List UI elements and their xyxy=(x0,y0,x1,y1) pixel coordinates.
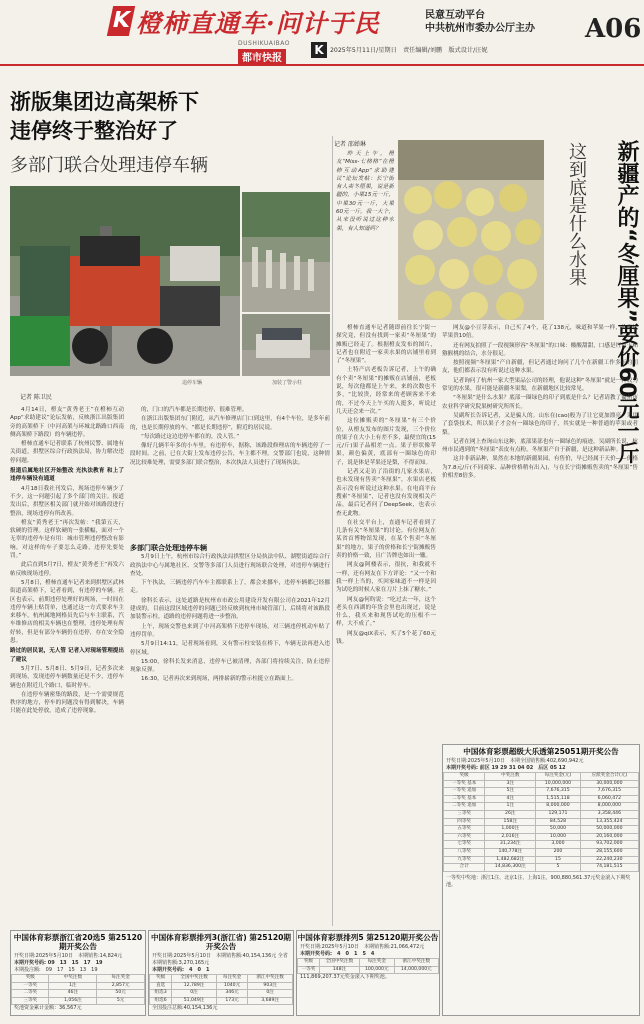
cell: 20,160,000 xyxy=(580,833,638,841)
body-paragraph: 5月9日14:11，记者现场看到，又有警示柱安装在桥下，车辆无法再进入违停区域。 xyxy=(130,641,330,656)
body-paragraph: “冬厘果”是什么水果？底部一圈绿色的印子到底是什么？记者请教了衢州市农业科学研究院果树研究所所长。 xyxy=(442,395,638,410)
cell: 1,000注 xyxy=(485,826,536,834)
table-row xyxy=(444,864,639,872)
cell: 1注 xyxy=(49,982,97,990)
pillars-photo xyxy=(242,192,330,312)
table-header: 浙江中奖注数 xyxy=(248,975,293,983)
lottery-zj20x5 xyxy=(10,930,146,1016)
cell: 三等奖 xyxy=(444,810,485,818)
paper-name: 都市快报 xyxy=(238,49,286,64)
cell: 5元 xyxy=(97,997,145,1005)
lead-paragraph: 4月14日，橙友“黄秀老王”在橙柿互动App“求助建议”论坛发帖，反映浙江出版集团旁的高架桥下（中河高架与环城北路路口西南侧高架桥下路段）的车辆违停。 xyxy=(10,407,124,438)
cell: 二等奖 追加 xyxy=(444,803,485,811)
caption-pillars: 加装了警示柱 xyxy=(272,380,303,386)
body-paragraph: 像好几辆半年多的小车里，有违停车，据称，该路段修理店的车辆违停了一段时间。之前，已在大街上发布违停公告，车主都不理。交警部门也说，这种情况比较难处理，需要多部门联合整治，本次执法人员进行了现场执法。 xyxy=(130,443,330,466)
cell: 14,836,300注 xyxy=(485,864,536,872)
body-paragraph: 昨天上午，橙友“Miss-七格格”在橙柿互动App“求助建议”论坛发帖：长宁街有人卖冬厘果，说是新疆的，小果15元一斤，中果30元一斤，大果60元一斤，我一大个，从来没听说过这种水果，有人知道吗？ xyxy=(336,151,394,232)
table-row xyxy=(444,818,639,826)
subheading-1: 报道后属地社区开始整改 光执法教育 和上了违停车辆设有通道 xyxy=(10,468,124,483)
cell: 0注 xyxy=(248,990,293,998)
lottery-footnote: 全国投注总额:40,154,136元 xyxy=(152,1005,218,1012)
body-paragraph: 网友@qiX表示，买了5个花了60元钱。 xyxy=(336,630,436,645)
cell: 一等奖 xyxy=(12,982,49,990)
body-paragraph: 5月8日，橙柿直通车记者来到拱墅区武林街道高架桥下，记者看到，有违停的车辆。社区也表示，前期违停处理好的现场，一时间在违停车辆上贴罚单，也通过这一方式要求车主来移车，杭州属地网格员先后与车主联系，汽车维修店的相关车辆也在整理，违停处理有所好转，但是有部分车辆仍在违停，存在安全隐患。 xyxy=(10,579,124,645)
table-row xyxy=(444,848,639,856)
story1-column-3 xyxy=(130,542,330,926)
cell: 4注 xyxy=(485,795,536,803)
cell: 13,355,424 xyxy=(580,818,638,826)
k-logo-icon: K xyxy=(311,42,327,58)
table-row xyxy=(444,788,639,796)
cell: 84,528 xyxy=(536,818,580,826)
body-paragraph: 记者又走访了沿街的几家水果店，也未发现有售卖“冬厘果”，水果店老板表示没有听说过这种水果。在电商平台搜索“冬厘果”，记者也没有发现相关产品，最后记者问了DeepSeek，也表示查无此物。 xyxy=(336,469,436,517)
story2-column-3 xyxy=(442,324,638,742)
table-row xyxy=(298,966,439,974)
lottery-title: 中国体育彩票排列5 第25120期开奖公告 xyxy=(297,933,439,942)
cell: 51,049注 xyxy=(172,997,217,1005)
forklift-photo xyxy=(10,186,240,376)
story2-column-2 xyxy=(336,324,436,930)
cell: 六等奖 xyxy=(444,833,485,841)
cell: 26注 xyxy=(485,810,536,818)
body-paragraph: 4月18日我社刊发后，现场违停车辆少了不少，这一问题引起了多个部门的关注。报道发出后，拱墅区相关部门就开始对该路段进行整治，现场违停有所改善。 xyxy=(10,485,124,517)
cell: 3,358,446 xyxy=(580,810,638,818)
cell: 7,676,315 xyxy=(580,788,638,796)
body-paragraph: 5月9日上午，杭州市综合行政执法局拱墅区分局执法中队、湖墅街道综合行政执法中心与属地社区、交警等多部门人员进行现场联合处理，对违停车辆进行查处。 xyxy=(130,554,330,577)
table-row xyxy=(444,833,639,841)
cell: 50,000,000 xyxy=(580,826,638,834)
cell: 93,702,000 xyxy=(580,841,638,849)
cell: 46注 xyxy=(49,990,97,998)
lottery-table xyxy=(11,974,145,1005)
lottery-line: 开奖日期:2025年5月10日 本期全国销售额:402,690,942元 xyxy=(446,758,584,764)
lottery-title: 中国体育彩票排列3(浙江省) 第25120期开奖公告 xyxy=(150,933,291,951)
body-paragraph: 下午执法，三辆违停汽车车主都联系上了，都会来挪车，违停车辆都已经挪走。 xyxy=(130,580,330,595)
cell: 22,240,230 xyxy=(580,856,638,864)
cell: 346元 xyxy=(216,990,247,998)
cell: 二等奖 基本 xyxy=(444,795,485,803)
platform-line2: 中共杭州市委办公厅主办 xyxy=(425,23,535,34)
caption-violations: 违停车辆 xyxy=(182,380,203,386)
section-title: 橙柿直通车·问计于民 xyxy=(136,9,380,38)
lottery-line: 本期开奖号码: 4 0 1 5 4 xyxy=(300,951,375,957)
platform-info xyxy=(425,9,535,35)
cell: 三等奖 xyxy=(12,997,49,1005)
subheading-3: 多部门联合处理违停车辆 xyxy=(130,544,207,552)
table-header: 每注奖金 xyxy=(216,975,247,983)
table-row xyxy=(12,982,145,990)
table-row xyxy=(444,780,639,788)
cell: 合计 xyxy=(444,864,485,872)
lead-paragraph-2: 橙柿直通车记者联系了杭州民警、属地有关街道，拱墅区综合行政执法局，协力解决违停问题。 xyxy=(10,441,124,464)
lottery-pl5 xyxy=(296,930,440,1016)
cell: 1,515,118 xyxy=(536,795,580,803)
cell: 一等奖 基本 xyxy=(444,780,485,788)
cell: 5 xyxy=(536,864,580,872)
lottery-line: 开奖日期:2025年5月10日 本期销售:14,824元 xyxy=(14,953,123,959)
cell: 10,000 xyxy=(536,833,580,841)
cell: 7,676,315 xyxy=(536,788,580,796)
cell: 903注 xyxy=(248,982,293,990)
body-paragraph: “每次路过这边违停车都在的，没人管。” xyxy=(141,433,240,440)
lottery-line: 本期开奖号码: 09 13 15 17 19 xyxy=(14,960,103,966)
body-paragraph: 记者询问了杭州一家大型果品公司的经理，他说这种“冬厘果”就是一种较为常见的水果，很可能是新疆冬果梨，在新疆地区比较常见。 xyxy=(442,377,638,393)
body-paragraph: 15:00，徐科长发来消息，违停车已被清理，各部门将持续关注，防止违停现象反弹。 xyxy=(130,658,330,674)
cell: 12,789注 xyxy=(172,982,217,990)
cell: 14,000,000元 xyxy=(394,966,438,974)
body-paragraph: 这并非新品种，果然在本地的新疆果园，有售价，早已经属于天价——价格为7.8元/斤(不同商家、品种价格稍有出入)，与在长宁街摊贩售卖的“冬厘果”售价相差8倍多。 xyxy=(442,456,638,480)
lottery-table xyxy=(149,974,293,1005)
cell: 148注 xyxy=(319,966,359,974)
body-paragraph: 橙柿直通车记者随即前往长宁街一探究竟，但没有找到一家卖“冬厘果”的摊贩已经走了。根据橙友发布的图片，记者也在附近一家卖水果的店铺里看到了“冬厘果”。 xyxy=(336,325,436,365)
table-header: 中奖注数 xyxy=(49,975,97,983)
masthead xyxy=(0,0,644,66)
cell: 3,000 xyxy=(536,841,580,849)
lottery-line: 开奖日期:2025年5月10日 本期销售额:40,154,136元 全省本期销售额:3,270,165元 xyxy=(152,953,288,966)
table-row xyxy=(444,856,639,864)
cell: 1,482,682注 xyxy=(485,856,536,864)
table-header: 应派奖金合计(元) xyxy=(580,773,638,781)
table-header: 全国中奖注数 xyxy=(319,959,359,967)
table-header: 每注奖金 xyxy=(97,975,145,983)
dateline: 2025年5月11日/星期日 责任编辑/刘鹏 版式设计/汪妮 xyxy=(330,47,488,54)
table-row xyxy=(444,826,639,834)
body-paragraph: 网友@何昀说：“吃过去一年，这个老头在西湖的年货会里也出现过，说是什么，我买来和现售试吃的压根不一样，大不成了。” xyxy=(336,596,436,628)
cell: 8,000,000 xyxy=(536,803,580,811)
story1-photos xyxy=(10,186,330,386)
table-row xyxy=(12,997,145,1005)
cell: 一等奖 追加 xyxy=(444,788,485,796)
cell: 八等奖 xyxy=(444,848,485,856)
story2-headline: 新疆产的“冬厘果”要价60元一斤 xyxy=(614,140,639,464)
lottery-table xyxy=(297,958,439,974)
body-paragraph: 网友@小豆芽表示，自己买了4个，花了138元，味道和苹果一样，价格比苹果贵10倍。 xyxy=(442,325,638,340)
brand-logo-mark: K xyxy=(107,6,135,36)
cell: 2,857元 xyxy=(97,982,145,990)
body-paragraph: 橙友“黄秀老王”再次发帖：“我第五天，软硬的管理。这样软硬的一张横幅，面对一个无辜的违停车是有用：城市管理违停整改有影响，对这样的车子要怎么走路，违停先要处罚。” xyxy=(10,519,124,560)
cell: 100,000元 xyxy=(359,966,394,974)
lottery-pl3 xyxy=(148,930,294,1016)
body-paragraph: 徐科长表示，这处道路是杭州市市政公用建设开发有限公司在2021年12月建成的，目前这段区域违停的问题已经反映到杭州市城管部门，后续将对该路段加装警示柱，道路的违停问题将进一步整治。 xyxy=(130,597,330,621)
lottery-dlt xyxy=(442,744,640,1016)
cell: 74,181,515 xyxy=(580,864,638,872)
body-paragraph: 记者在网上查询山东这种，底部果部也有一圈绿色的痕迹。吴副所长说，杭州市民遇到的“冬厘果”表皮有点粉，冬厘果产自于新疆，是这种新品种。 xyxy=(442,438,638,454)
lottery-title: 中国体育彩票浙江省20选5 第25120期开奖公告 xyxy=(13,933,143,951)
cell: 173元 xyxy=(216,997,247,1005)
body-paragraph: 的，门口的汽车都是长期违停，很难管理。 xyxy=(141,407,248,413)
body-paragraph: 在浙江出版集团东门附近，从汽车修理店门口到这里，有4个车位，是多年前的，也是长期停放的车，“都是长期违停”，附近的居民说。 xyxy=(130,416,330,431)
car-photo xyxy=(242,314,330,376)
cell: 50,000 xyxy=(536,826,580,834)
cell: 8,000,000 xyxy=(580,803,638,811)
cell: 50元 xyxy=(97,990,145,998)
paper-pinyin: DUSHIKUAIBAO xyxy=(238,40,290,47)
cell: 3,689注 xyxy=(248,997,293,1005)
story1-column-2 xyxy=(130,406,330,522)
column-divider xyxy=(332,136,333,926)
cell: 31,234注 xyxy=(485,841,536,849)
cell: 28,155,600 xyxy=(580,848,638,856)
body-paragraph: 网友@阿楼表示，很抗，和我就不一样，还有网友在下方评论：“又一个和我一样上当的，买回家味道不一样是因为试吃的时候人家在刀片上抹了糖水。” xyxy=(336,562,436,594)
table-header: 中奖注数 xyxy=(485,773,536,781)
table-row xyxy=(12,990,145,998)
headline-line2: 违停终于整治好了 xyxy=(10,119,178,143)
table-row xyxy=(150,997,293,1005)
cell: 129,171 xyxy=(536,810,580,818)
cell: 158注 xyxy=(485,818,536,826)
story1-column-1 xyxy=(10,406,124,926)
table-header: 每注奖金(元) xyxy=(536,773,580,781)
lottery-line: 本期投注额: 09 17 15 13 19 xyxy=(14,967,98,973)
body-paragraph: 吴副所长告诉记者，又是骗人的。山东在(cao)般为了让它更加漂亮，采用了套袋技术，所以果子才会有一圈绿色的印子，其实就是一种普通的苹果或者梨。 xyxy=(442,412,638,436)
table-row xyxy=(150,990,293,998)
table-header: 全国中奖注数 xyxy=(172,975,217,983)
table-header: 奖级 xyxy=(444,773,485,781)
cell: 九等奖 xyxy=(444,856,485,864)
body-paragraph: 上午，现场交警也来到了中河高架桥下违停车现场，对三辆违停机动车贴了违停罚单。 xyxy=(130,623,330,638)
lottery-table xyxy=(443,772,639,872)
lottery-footnote: 111,869,207.37元奖金滚入下期奖池。 xyxy=(300,974,390,981)
cell: 组选3 xyxy=(150,990,172,998)
story2-column-1 xyxy=(336,150,394,320)
body-paragraph: 按照视频“冬厘果”产自新疆，但记者通过询问了几个在新疆工作多年的朋友，他们都表示没有听说过这种水果。 xyxy=(442,360,638,375)
body-paragraph: 这位摊贩卖的“冬厘果”有三个价位，从橙友发布的图片发现，三个价位的果子在大小上有差不多，最便宜的(15元/斤)果子品相差一点。果子形状像苹果，颜色偏黄，底部有一圈绿色的印子，说是体是苹果还是梨，不得而知。 xyxy=(336,418,436,466)
story1-subhead: 多部门联合处理违停车辆 xyxy=(10,155,208,176)
cell: 1,056注 xyxy=(49,997,97,1005)
table-row xyxy=(444,795,639,803)
fruit-photo xyxy=(398,140,544,320)
story1-headline xyxy=(10,88,340,146)
cell: 30,000,000 xyxy=(580,780,638,788)
lottery-line: 开奖日期:2025年5月10日 本期销售额:21,066,472元 xyxy=(300,944,425,950)
body-paragraph: 还有网友拍照了一段视频形容“冬厘果”的口味：酸酸甜甜，口感是红富士和猕猴桃的结合，水分很足。 xyxy=(442,342,638,357)
body-paragraph: 5月7日、5月8日、5月9日，记者多次来到现场，发现违停车辆数量还是不少，违停车辆也在附近几个路口，临时停车。 xyxy=(10,665,124,689)
table-row xyxy=(444,810,639,818)
table-row xyxy=(150,982,293,990)
cell: 七等奖 xyxy=(444,841,485,849)
table-row xyxy=(444,841,639,849)
lottery-title: 中国体育彩票超级大乐透第25051期开奖公告 xyxy=(463,747,619,756)
platform-line1: 民意互动平台 xyxy=(425,10,485,21)
body-paragraph: 土特产店老板告诉记者，上午的确有个卖“冬厘果”的摊贩在店铺前，老板说，每次他都是上午来，来的次数也不多，“比较贵，经常来的老顾客来不来的，不过今天上午买的人挺多，听说过几天还会来一次。” xyxy=(336,367,436,415)
cell: 200 xyxy=(536,848,580,856)
cell: 组选6 xyxy=(150,997,172,1005)
cell: 3注 xyxy=(485,780,536,788)
table-header: 每注奖金 xyxy=(359,959,394,967)
lottery-footnote: 一等奖中奖地：浙江1注、北京1注、上海1注。900,880,561.37元奖金滚入下期奖池。 xyxy=(446,874,631,888)
table-header: 奖级 xyxy=(150,975,172,983)
lottery-footnote: 奖池资金累计金额：36,567元 xyxy=(14,1005,82,1012)
subheading-2: 路过的居民说，无人管 记者入对现场管理提出了建议 xyxy=(10,648,124,663)
cell: 1040元 xyxy=(216,982,247,990)
page-number: A06 xyxy=(585,14,642,44)
body-paragraph: 在社交平台上，直通车记者看到了几条有关“冬厘果”的讨论。有位网友在某省首博物馆发现，在某个售卖“冬厘果”的地方，果子的价格和长宁街摊贩售卖的价格一致，且广告牌也如出一辙。 xyxy=(336,519,436,560)
cell: 四等奖 xyxy=(444,818,485,826)
cell: 2,016注 xyxy=(485,833,536,841)
lottery-line: 本期开奖号码: 4 0 1 xyxy=(152,967,210,973)
cell: 0注 xyxy=(172,990,217,998)
cell: 5注 xyxy=(485,788,536,796)
story2-subhead: 这到底是什么水果 xyxy=(566,142,587,286)
table-row xyxy=(444,803,639,811)
lottery-line: 本期开奖号码: 前区 19 29 31 04 02 后区 05 12 xyxy=(446,765,566,771)
table-header: 奖级 xyxy=(12,975,49,983)
body-paragraph: 此后直到5月7日，橙友“黄秀老王”再发六帖反映现场违停。 xyxy=(10,562,124,577)
story2-byline: 记者 邵婵琳 xyxy=(334,141,366,148)
cell: 1注 xyxy=(485,803,536,811)
body-paragraph: 在违停车辆密集的路段，是一个需要规范秩序的地方，停车的问题没有得到解决，车辆只能在此处停放，造成了违停现象。 xyxy=(10,691,124,715)
story1-byline: 记者 陈卫民 xyxy=(20,394,52,401)
headline-line1: 浙版集团边高架桥下 xyxy=(10,90,199,114)
cell: 二等奖 xyxy=(12,990,49,998)
cell: 10,000,000 xyxy=(536,780,580,788)
cell: 140,778注 xyxy=(485,848,536,856)
cell: 一等奖 xyxy=(298,966,320,974)
body-paragraph: 16:30，记者再次来到现场，两排崭新的警示柱挺立在路面上。 xyxy=(141,676,297,683)
cell: 直选 xyxy=(150,982,172,990)
table-header: 浙江中奖注数 xyxy=(394,959,438,967)
cell: 五等奖 xyxy=(444,826,485,834)
cell: 6,060,472 xyxy=(580,795,638,803)
table-header: 奖级 xyxy=(298,959,320,967)
cell: 15 xyxy=(536,856,580,864)
